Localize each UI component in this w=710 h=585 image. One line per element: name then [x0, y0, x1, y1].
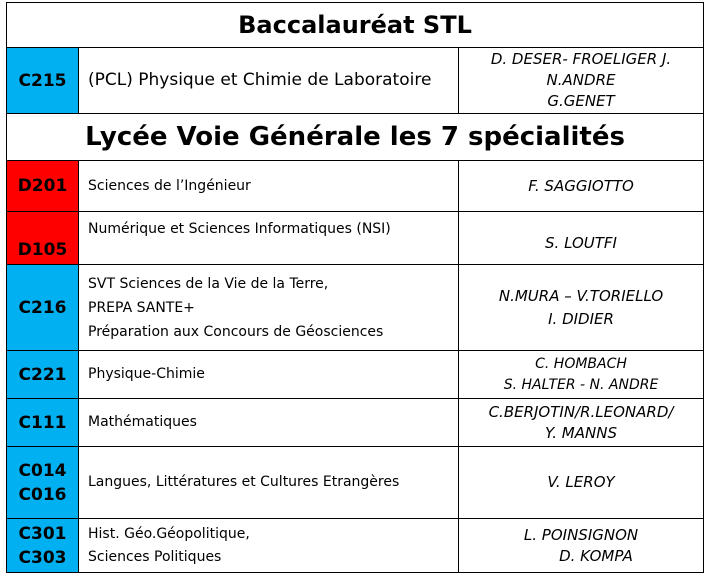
teacher-name: Y. MANNS: [545, 423, 617, 442]
subject-text: Physique-Chimie: [88, 366, 205, 382]
general-title: Lycée Voie Générale les 7 spécialités: [7, 114, 704, 161]
room-code: [7, 48, 79, 114]
general-title-row: [7, 114, 704, 161]
subject-text: PREPA SANTE+: [88, 299, 195, 316]
subject-text: Numérique et Sciences Informatiques (NSI): [88, 221, 391, 237]
teacher-name: D. KOMPA: [559, 546, 633, 565]
table-row: [7, 265, 704, 351]
teachers-cell: [459, 399, 704, 447]
teacher-name: C.BERJOTIN/R.LEONARD/: [488, 402, 674, 421]
room-code: [7, 265, 79, 351]
teacher-name: I. DIDIER: [548, 309, 614, 328]
room-code: [7, 161, 79, 212]
teachers-cell: [459, 447, 704, 519]
teachers-cell: [459, 351, 704, 399]
subject-cell: [79, 447, 459, 519]
subject-text: (PCL) Physique et Chimie de Laboratoire: [88, 70, 432, 90]
room-code: [7, 447, 79, 519]
subject-text: Mathématiques: [88, 414, 197, 430]
subject-text: SVT Sciences de la Vie de la Terre,: [88, 275, 329, 292]
subject-text: Préparation aux Concours de Géosciences: [88, 323, 384, 340]
subject-cell: [79, 265, 459, 351]
subject-cell: [79, 212, 459, 265]
subject-cell: [79, 48, 459, 114]
teacher-name: D. DESER- FROELIGER J.: [490, 50, 672, 68]
subject-cell: [79, 351, 459, 399]
room-code-text: C221: [18, 364, 67, 385]
subject-text: Langues, Littératures et Cultures Etrangères: [88, 474, 400, 490]
table-row: [7, 351, 704, 399]
teacher-name: N.ANDRE: [546, 71, 616, 89]
room-code-text: C111: [18, 412, 67, 433]
teacher-name: S. HALTER - N. ANDRE: [503, 376, 659, 393]
subject-text: Hist. Géo.Géopolitique,: [88, 525, 250, 542]
subject-cell: [79, 161, 459, 212]
room-code-text: C301: [18, 523, 67, 544]
room-code-text: D105: [17, 240, 68, 260]
stl-title-row: [7, 3, 704, 48]
subject-text: Sciences Politiques: [88, 548, 222, 565]
room-code: [7, 399, 79, 447]
teacher-name: F. SAGGIOTTO: [528, 176, 634, 195]
teachers-cell: [459, 161, 704, 212]
room-code-text: C303: [18, 547, 67, 568]
subject-cell: [79, 519, 459, 573]
teacher-name: G.GENET: [547, 92, 615, 110]
table-row: [7, 519, 704, 573]
teachers-cell: [459, 48, 704, 114]
teacher-name: N.MURA – V.TORIELLO: [498, 286, 664, 305]
table-row: [7, 447, 704, 519]
subject-cell: [79, 399, 459, 447]
teacher-name: C. HOMBACH: [535, 355, 627, 372]
teacher-name: V. LEROY: [547, 473, 615, 491]
teacher-name: S. LOUTFI: [545, 234, 617, 252]
table-row: [7, 399, 704, 447]
table-row: [7, 212, 704, 265]
specialites-table: [6, 2, 704, 573]
table-row: [7, 48, 704, 114]
teachers-cell: [459, 265, 704, 351]
room-code: [7, 351, 79, 399]
room-code-text: C016: [18, 484, 67, 505]
room-code: [7, 519, 79, 573]
room-code: [7, 212, 79, 265]
teacher-name: L. POINSIGNON: [523, 525, 639, 544]
teachers-cell: [459, 519, 704, 573]
specialites-sheet: [6, 2, 703, 573]
table-row: [7, 161, 704, 212]
teachers-cell: [459, 212, 704, 265]
stl-title: Baccalauréat STL: [7, 3, 704, 48]
room-code-text: D201: [17, 176, 68, 196]
room-code-text: C215: [18, 70, 67, 91]
room-code-text: C014: [18, 460, 67, 481]
subject-text: Sciences de l’Ingénieur: [88, 177, 251, 194]
room-code-text: C216: [18, 297, 67, 318]
